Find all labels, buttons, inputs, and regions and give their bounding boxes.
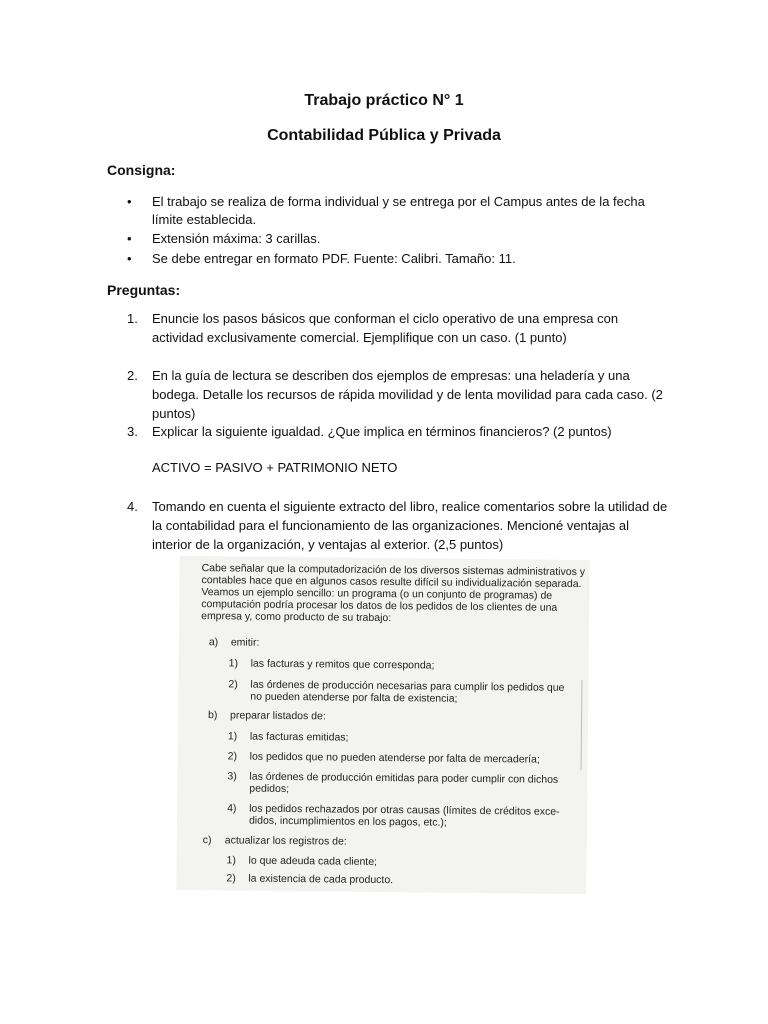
question-item: 3. Explicar la siguiente igualdad. ¿Que implica en términos financieros? (2 puntos) [127,424,612,439]
list-item: • Se debe entregar en formato PDF. Fuente: Calibri. Tamaño: 11. [127,251,516,266]
list-item: • El trabajo se realiza de forma individual y se entrega por el Campus antes de la fecha límite establecida. [127,194,645,227]
question-item: 1. Enuncie los pasos básicos que conforman el ciclo operativo de una empresa con actividad exclusivamente comercial. Ejemplifique con un caso. (1 punto) [127,311,619,345]
bullet-icon: • [127,194,132,209]
list-item: • Extensión máxima: 3 carillas. [127,231,321,246]
equation-text: ACTIVO = PASIVO + PATRIMONIO NETO [152,460,398,475]
preguntas-heading: Preguntas: [107,282,181,298]
bullet-icon: • [127,251,132,266]
question-item: 4. Tomando en cuenta el siguiente extracto del libro, realice comentarios sobre la utilidad de la contabilidad para el funcionamiento de las organizaciones. Mencioné ventajas al interior de la organización, y ventajas al exterior. (2,5 puntos) [127,499,668,552]
bullet-icon: • [127,231,132,246]
document-title: Trabajo práctico N° 1 [304,92,464,109]
document-subtitle: Contabilidad Pública y Privada [267,127,501,144]
excerpt-intro: Cabe señalar que la computadorización de los diversos sistemas administrativos y contables hace que en algunos casos resulte difícil su individualización separada. Veamos un ejemplo sencillo: un programa (o un conjunto de programas) de computación podría procesar los datos de los pedidos de los clientes de una empresa y, como producto de su trabajo: [201,562,586,625]
consigna-heading: Consigna: [107,162,176,178]
scanned-excerpt-image: Cabe señalar que la computadorización de los diversos sistemas administrativos y contables hace que en algunos casos resulte difícil su individualización separada. Veamos un ejemplo sencillo: un programa (o un conjunto de programas) de computación podría procesar los datos de los pedidos de los clientes de una empresa y, como producto de su trabajo: a) emitir: 1) las facturas y remitos que corresponda; 2) las órdenes de producción necesarias para cumplir los pedidos que no pueden atenderse por falta de existencia; b) preparar listados de: 1) las facturas emitidas; 2) los pedidos que no pueden atenderse por falta de mercadería; 3) las órdenes de producción emitidas para poder cumplir con dichos pedidos; 4) los pedidos rechazados por otras causas (límites de créditos exce- didos, incumplimientos en los pagos, etc.); c) actualizar los registros de: 1) lo que adeuda cada cliente; 2) la existencia de cada producto. [176,556,589,894]
scan-edge-line [581,680,583,770]
question-item: 2. En la guía de lectura se describen dos ejemplos de empresas: una heladería y una bodega. Detalle los recursos de rápida movilidad y de lenta movilidad para cada caso. (2 puntos) [127,368,663,421]
